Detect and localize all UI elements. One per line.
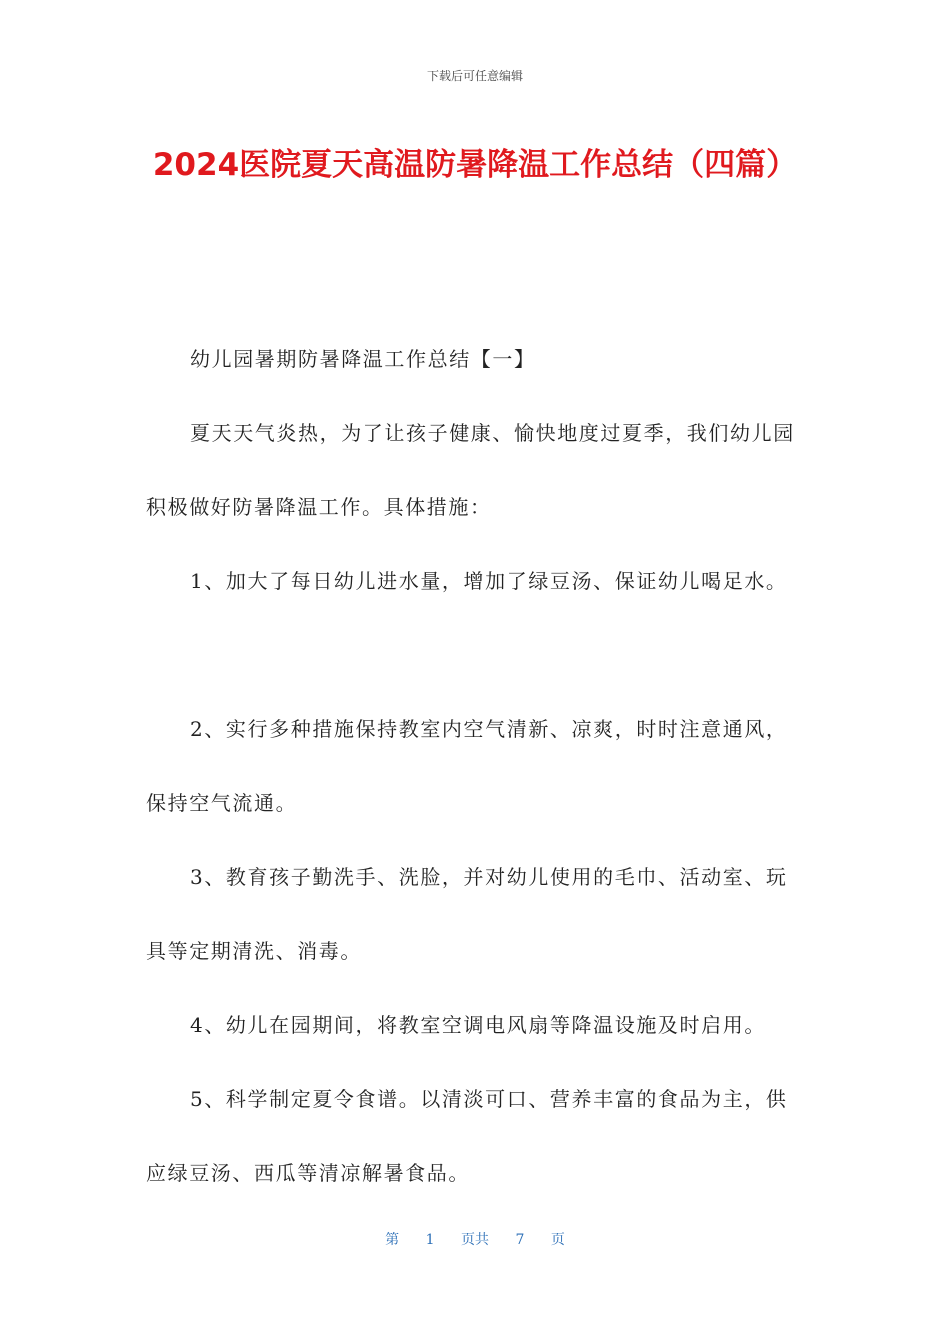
section-heading: 幼儿园暑期防暑降温工作总结【一】 [190, 347, 536, 371]
paragraph: 4、幼儿在园期间，将教室空调电风扇等降温设施及时启用。 [190, 1013, 766, 1037]
document-title: 2024医院夏天高温防暑降温工作总结（四篇） [152, 147, 798, 183]
header-note: 下载后可任意编辑 [426, 69, 523, 83]
paragraph: 5、科学制定夏令食谱。以清淡可口、营养丰富的食品为主，供应绿豆汤、西瓜等清凉解暑食品。 [146, 1087, 788, 1185]
page-footer [0, 1229, 950, 1249]
footer-page-number: 1 [425, 1232, 435, 1248]
paragraph: 1、加大了每日幼儿进水量，增加了绿豆汤、保证幼儿喝足水。 [190, 569, 788, 593]
footer-total-pages: 7 [515, 1232, 525, 1248]
document-body [146, 322, 808, 1210]
paragraph: 3、教育孩子勤洗手、洗脸，并对幼儿使用的毛巾、活动室、玩具等定期清洗、消毒。 [146, 865, 788, 963]
footer-suffix: 页 [550, 1232, 565, 1248]
footer-prefix: 第 [385, 1232, 400, 1248]
paragraph: 夏天天气炎热，为了让孩子健康、愉快地度过夏季，我们幼儿园积极做好防暑降温工作。具体措施： [146, 421, 795, 519]
paragraph: 2、实行多种措施保持教室内空气清新、凉爽，时时注意通风，保持空气流通。 [146, 717, 788, 815]
footer-middle: 页共 [461, 1232, 489, 1248]
